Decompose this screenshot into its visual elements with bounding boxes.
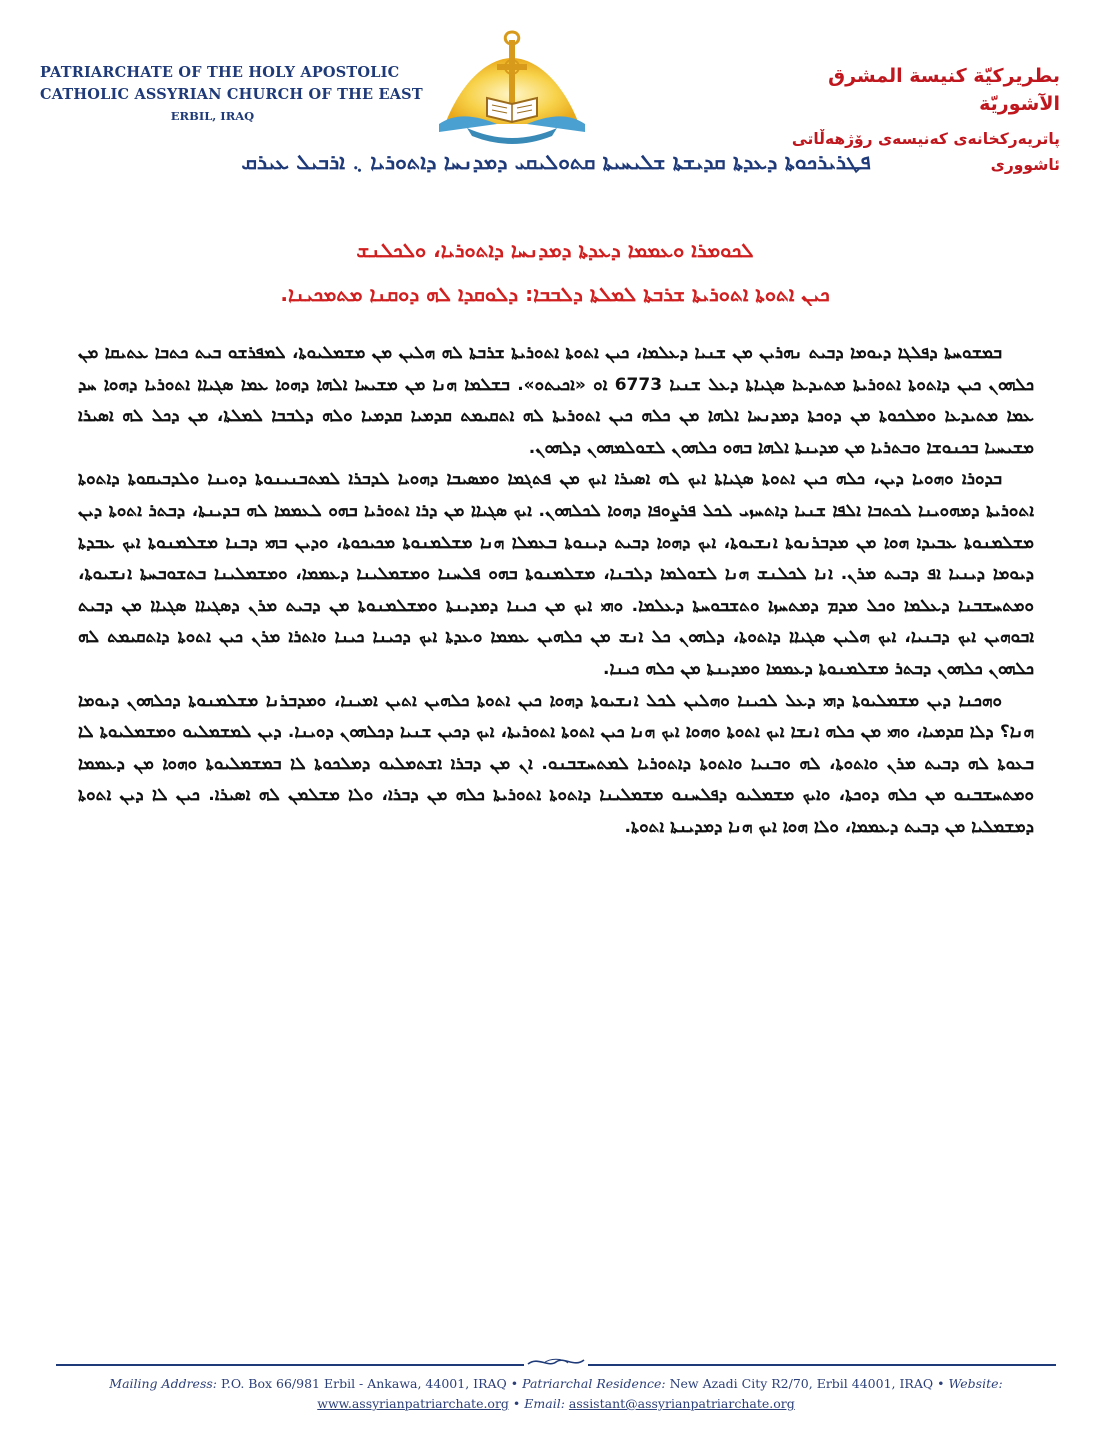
footer-bullet: • <box>937 1376 945 1391</box>
letterhead-kurdish-line: پاتريەرکخانەی کەنیسەی رۆژهەڵاتی ئاشووری <box>791 130 1060 174</box>
flourish-ornament-icon <box>524 1354 588 1370</box>
letterhead-line-3: ERBIL, IRAQ <box>170 109 255 123</box>
email-link[interactable]: assistant@assyrianpatriarchate.org <box>568 1396 795 1411</box>
website-label: Website: <box>948 1376 1003 1391</box>
body-paragraph-1: ܒܡܫܘܚܬܐ ܕܦܠܓܐ ܕܝܘܡܐ ܕܒܝܬ ܢܗܪܝܢ ܡܢ ܫܢܝܐ ܕܥܠܡܐ، ܟܝܢ ܐܬܘܬܐ ܐܬܘܪܝܬܐ ܫܪܒܬܐ ܠܗ ܗܠܝܢ ܡܢ ܡܫܡܠܝܘܬܐ، ܠܡܦܪܫܘ ܒܝܬ ܟܬܒܐ ܥܬܝܩܐ ܡܢ ܟܠܗܘܢ ܟܝܢ ܕܐܬܘܬܐ ܐܬܘܪܝܬܐ ܡܬܝܕܥܐ ܣܓܝܐܬܐ ܕܥܠ ܫܢܝܐ 6773 ܐܘ «ܐܟܝܬܘ». ܒܫܠܡܐ ܗܢܐ ܡܢ ܡܫܝܚܐ ܐܠܗܐ ܕܗܘܐ ܥܡܐ ܣܓܝܐܐ ܐܬܘܪܝܐ ܕܗܘܐ ܚܕ ܥܡܐ ܡܬܝܕܥܐ ܘܡܠܟܘܬܐ ܡܢ ܕܘܟܬܐ ܕܡܕܢܚܐ ܐܠܗܐ ܡܢ ܟܠܗ ܟܝܢ ܐܬܘܪܝܬܐ ܠܗ ܐܬܩܝܡܬ ܩܕܡܝܐ ܩܕܡܝܐ ܘܠܗ ܕܠܒܒܐ ܠܡܠܬܐ، ܡܢ ܕܟܠ ܠܗ ܐܣܝܪܐ ܡܫܝܚܝܐ ܒܟܢܘܫܐ ܘܒܬܪܝܐ ܡܢ ܡܕܝܢܬܐ ܐܠܗܐ ܒܗܘ ܟܠܗܘܢ ܠܫܘܠܡܗܘܢ ܕܠܗܘܢ. <box>78 343 1034 458</box>
letterhead-line-1: PATRIARCHATE OF THE HOLY APOSTOLIC <box>40 64 400 81</box>
website-link[interactable]: www.assyrianpatriarchate.org <box>317 1396 509 1411</box>
church-emblem-logo <box>437 28 587 148</box>
body-paragraph-3: ܘܗܟܢܐ ܕܝܢ ܡܫܡܠܝܘܬܐ ܕܗܝ ܕܥܠ ܠܟܝܢܐ ܘܗܠܝܢ ܠܟܠ ܐܢܫܝܘܬܐ ܕܗܘܐ ܟܝܢ ܐܬܘܬܐ ܟܠܗܝܢ ܐܬܝܢ ܐܡܝܢܐ، ܘܡܕܒܪܢܐ ܡܫܠܡܢܘܬܐ ܕܟܠܗܘܢ ܕܝܘܡܐ ܗܢܐ؟ ܕܠܐ ܩܕܡܝܐ، ܘܗܝ ܡܢ ܟܠܗ ܐܢܫܐ ܐܝܟ ܐܬܘܬܐ ܘܗܘܐ ܐܝܟ ܗܢܐ ܟܝܢ ܐܬܘܬܐ ܐܬܘܪܝܬܐ، ܐܝܟ ܕܟܝܢ ܫܢܝܐ ܕܟܠܗܘܢ ܕܘܝܢܐ. ܕܝܢ ܠܡܫܡܠܝܘ ܘܡܫܡܠܝܘܬܐ ܠܐ ܒܥܘܬܐ ܠܗ ܕܒܝܬ ܡܪܢ ܘܐܬܘܬܐ، ܠܗ ܘܒܢܝܐ ܘܐܬܘܬܐ ܕܐܬܘܪܝܐ ܠܡܬܚܫܒܢܘ. ܐܢ ܡܢ ܕܒܪܐ ܐܫܬܡܠܝܘ ܕܡܠܟܘܬܐ ܠܐ ܒܡܫܡܠܝܘܬܐ ܘܗܘܐ ܡܢ ܕܥܡܡܐ ܘܡܬܚܫܒܢܘ ܡܢ ܟܠܗ ܕܘܟܬܐ، ܘܐܝܟ ܡܫܡܠܝܘ ܕܦܠܚܢܘ ܡܫܡܠܝܢܐ ܕܐܬܘܬܐ ܐܬܘܪܝܬܐ ܟܠܗ ܡܢ ܕܒܪܐ، ܘܠܐ ܡܫܠܡܢ ܠܗ ܐܣܝܪܐ. ܟܝܢ ܠܐ ܕܝܢ ܐܬܘܬܐ ܕܡܫܡܠܝܐ ܡܢ ܕܒܝܬ ܕܥܡܡܐ، ܘܠܐ ܗܘܐ ܐܝܟ ܗܢܐ ܕܡܕܝܢܬܐ ܐܬܘܬܐ. <box>78 690 1034 837</box>
document-title-line-1: ܠܟܘܡܪܐ ܘܥܡܡܐ ܕܥܕܬܐ ܕܡܕܢܚܐ ܕܐܬܘܪܝܐ، ܘܠܟܠܢܫ <box>356 238 754 262</box>
mailing-address-label: Mailing Address: <box>109 1376 217 1391</box>
letter-body <box>78 338 1034 1338</box>
letterhead-syriac-line: ܦܛܪܝܪܟܘܬܐ ܕܥܕܬܐ ܩܕܝܫܬܐ ܫܠܝܚܝܬܐ ܩܬܘܠܝܩܝ ܕܡܕܢܚܐ ܕܐܬܘܪܝܐ ܆ ܐܪܒܝܠ ܥܝܪܩ <box>241 150 871 174</box>
email-label: Email: <box>524 1396 565 1411</box>
residence-value: New Azadi City R2/70, Erbil 44001, IRAQ <box>669 1376 934 1391</box>
body-paragraph-2: ܒܕܘܪܐ ܘܗܘܝܐ ܕܝܢ، ܟܠܗ ܟܝܢ ܐܬܘܬܐ ܣܓܝܐܬܐ ܐܝܟ ܠܗ ܐܣܝܪܐ ܐܝܟ ܡܢ ܦܬܓܡܐ ܘܡܣܝܒܐ ܕܗܘܝܐ ܠܕܒܪܐ ܠܡܬܒܢܝܢܘܬܐ ܕܘܝܢܐ ܘܠܕܒܝܩܘܬܐ ܕܐܬܘܬܐ ܐܬܘܪܝܬܐ ܕܡܗܘܝܢܐ ܠܟܬܒܐ ܐܠܦܐ ܫܢܝܐ ܕܐܬܚܙܝ ܠܟܠ ܦܪܨܘܦܐ ܕܗܘܐ ܠܟܠܗܘܢ. ܐܝܟ ܣܓܝܐܐ ܡܢ ܕܪܐ ܐܬܘܪܝܐ ܒܗܘ ܠܥܡܡܐ ܠܗ ܒܕܝܢܬܐ، ܕܒܬܪ ܐܬܘܬܐ ܕܝܢ ܡܫܠܡܢܘܬܐ ܥܒܝܕܐ ܗܘܐ ܡܢ ܡܕܒܪܢܘܬܐ ܐܢܫܝܘܬܐ، ܐܝܟ ܕܗܘܐ ܕܒܝܬ ܕܝܢܘܬܐ ܒܥܡܠܐ ܗܢܐ ܡܫܠܡܢܘܬܐ ܡܟܝܟܘܬܐ، ܘܕܝܢ ܒܗܝ ܕܒܢܐ ܡܫܠܡܢܘܬܐ ܐܝܟ ܥܒܕܬܐ ܕܝܘܡܐ ܕܝܢܝܐ ܐܦ ܕܒܝܬ ܡܪܢ. ܐܢܐ ܠܟܠܢܫ ܗܢܐ ܠܫܘܠܡܐ ܕܠܒܢܐ، ܡܫܠܡܢܘܬܐ ܒܗܘ ܦܠܚܢܐ ܘܡܫܡܠܝܢܐ ܕܥܡܡܐ، ܘܡܫܡܠܝܢܐ ܒܬܫܘܒܚܬܐ ܐܢܫܝܘܬܐ، ܘܡܬܚܫܒܢܐ ܕܥܠܡܐ ܘܟܠ ܡܕܡ ܕܡܬܚܙܐ ܘܬܫܒܘܚܬܐ ܕܥܠܡܐ. ܘܗܝ ܐܝܟ ܡܢ ܟܝܢܐ ܕܡܕܝܢܬܐ ܘܡܫܠܡܢܘܬܐ ܡܢ ܕܒܝܬ ܡܪܢ ܕܣܓܝܐܐ ܣܓܝܐܐ ܡܢ ܕܒܝܬ ܐܒܘܗܝܢ ܐܝܟ ܕܒܢܝܐ، ܐܝܟ ܗܠܝܢ ܣܓܝܐܐ ܕܐܬܘܬܐ، ܕܠܗܘܢ ܟܠ ܐܢܫ ܡܢ ܟܠܗܝܢ ܥܡܡܐ ܘܥܕܬܐ ܐܝܟ ܕܟܝܢܐ ܟܝܢܐ ܘܐܬܪܐ ܡܪܢ ܟܝܢ ܐܬܘܬܐ ܕܐܬܩܝܡܬ ܠܗ ܟܠܗܘܢ ܟܠܗܘܢ ܕܒܬܪ ܡܫܠܡܢܘܬܐ ܕܥܡܡܐ ܘܡܕܝܢܬܐ ܡܢ ܟܠܗ ܟܝܢܐ. <box>78 469 1034 679</box>
footer-bullet: • <box>510 1376 519 1391</box>
footer-bullet: • <box>512 1396 521 1411</box>
letterhead-line-2: CATHOLIC ASSYRIAN CHURCH OF THE EAST <box>40 86 423 103</box>
footer-address-line <box>40 1376 1072 1391</box>
mailing-address-value: P.O. Box 66/981 Erbil - Ankawa, 44001, IRAQ <box>220 1376 507 1391</box>
letterhead-arabic-line: بطريركيّة كنيسة المشرق الآشوريّة <box>828 65 1060 115</box>
footer-contact-line <box>40 1396 1072 1411</box>
document-title-line-2: ܟܝܢ ܐܬܘܬܐ ܐܬܘܪܝܬܐ ܫܪܒܬܐ ܠܡܠܬܐ ܕܠܒܒܐ: ܕܠܘܩܕܐ ܠܗ ܕܘܩܢܐ ܡܬܡܟܝܢܐ. <box>280 282 830 306</box>
residence-label: Patriarchal Residence: <box>522 1376 666 1391</box>
letterhead-english <box>40 62 423 126</box>
